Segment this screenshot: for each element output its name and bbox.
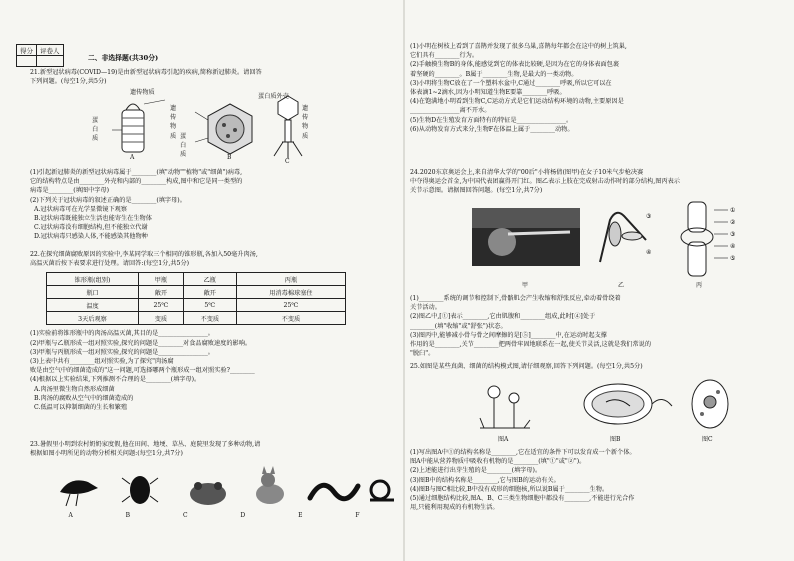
virus-figures: 遗传物质 蛋白质 遗传物质 蛋白质 蛋白质外壳 遗传物质 A B C xyxy=(30,90,398,168)
shooting-arm-knee-diagram xyxy=(410,198,776,280)
question-23: 23.暑假里小明到农村奶奶家度假,他在田间、地埂、草丛、庭院里发现了多种动物,请 根据如图小明所见的动物分析相关问题:(每空1分,共7分) xyxy=(30,441,261,458)
svg-text:③: ③ xyxy=(730,231,736,238)
frog-drawing xyxy=(190,482,226,505)
table-row: 温度 25℃ 5℃ 25℃ xyxy=(47,299,346,312)
table-row: 瓶口 敞开 敞开 用消毒棉球塞住 xyxy=(47,286,346,299)
page-fold xyxy=(403,0,405,561)
svg-text:⑤: ⑤ xyxy=(730,255,736,262)
figure-25: 图A 图B 图C xyxy=(410,374,776,446)
svg-text:④: ④ xyxy=(730,243,736,250)
question-23-continued: (1)小明在树枝上看到了喜鹊并发现了很多乌巢,喜鹊每年都会在这中的树上筑巢, 它们具有________行为。 (2)手触摸生物B的身体,能感觉到它的体表比较硬,是因为在它的身体表面包裹 着坚硬的________。B属于________生物,是最大的一类动物。 (3)小明将生物C放在了一个塑料水盆中,C通过________呼吸,所以它可以在 体表滴1~2滴水,因为小明知道生物E要靠________呼吸。 (4)在饱满地小明看到生物C,C运动方式是它们运动结构环境的动物,主要原因是 ________________离不开水。 (5)生物D在生殖发育方面特有的特征是________________。 (6)从动物发育方式来分,生物F在体温上属于________动物。 xyxy=(410,43,627,133)
question-25-body: (1)写出图A中①的结构名称是________,它在适宜的条件下可以发育成一个新个体。 图A中能从营养物质中吸收有机物的是________(填"①"或"②")。 (2)上述能进行出芽生殖的是________(填字母)。 (3)图B中的结构名称是________,它与图B的运动有关。 (4)图B与图C相比较,B中没有成形的细胞核,所以说B属于________生物。 (5)通过细胞结构比较,图A、B、C三类生物细胞中都没有________,不能进行光合作 用,只能利用现成的有机物生活。 xyxy=(410,449,636,512)
snail-drawing xyxy=(370,481,394,500)
yeast-c xyxy=(692,380,728,428)
virus-b xyxy=(195,104,252,154)
left-column xyxy=(30,0,398,561)
question-24-body: (1)________系统的调节和控制下,骨骼肌会产生收缩和舒张反应,牵动着骨绕着 关节活动。 (2)图乙中,[①]表示________,它由肌腹和________组成,此时[④]处于 ________(填"收缩"或"舒张")状态。 (3)图丙中,能够减小骨与骨之间摩擦的是[⑤]________中,在运动时起支撑 作用的是________,关节________把两骨牢固地联系在一起,使关节灵活,这就是我们常说的 "脱臼"。 xyxy=(410,295,652,358)
beetle-drawing xyxy=(122,476,158,504)
svg-text:①: ① xyxy=(730,207,736,214)
experiment-table: 锥形瓶(组别) 甲瓶 乙瓶 丙瓶 瓶口 敞开 敞开 用消毒棉球塞住 温度 25℃ 5℃ 25℃ 3天后观察 变质 不变质 不变质 xyxy=(46,272,346,325)
fungi-bacteria-diagram xyxy=(410,374,776,434)
svg-text:④: ④ xyxy=(646,249,652,256)
question-21-body: (1)引起新冠肺炎的新型冠状病毒属于________(填"动物""植物"或"细菌")病毒, 它的结构特点是由________外壳和内部的________构成,图中和它是同一类型的 病毒是________(填图中字母) (2)下列关于冠状病毒的叙述正确的是________(填字母)。 A.冠状病毒可在光学显微镜下观察 B.冠状病毒既能独立生活也能寄生在生物体 C.冠状病毒没有细胞结构,但不能独立代谢 D.冠状病毒只感染人体,不能感染其他物种 xyxy=(30,169,243,241)
figure-24: ③ ④ ① ② ③ ④ ⑤ 甲 乙 丙 xyxy=(410,198,776,290)
virus-a xyxy=(112,100,165,152)
knee-bing xyxy=(681,202,736,276)
score-label: 得分 xyxy=(17,45,37,56)
question-25: 25.如图是某些真菌、细菌的结构模式图,请仔细观察,回答下列问题。(每空1分,共5分) xyxy=(410,363,643,370)
mold-a xyxy=(480,386,530,428)
virus-diagram xyxy=(30,90,390,168)
svg-text:③: ③ xyxy=(646,213,652,220)
cat-drawing xyxy=(256,466,284,504)
animal-figures: A B C D E F xyxy=(30,462,398,524)
question-24: 24.2020东京奥运会上,来自清华大学的"00后"小将杨倩(图甲)在女子10米气步枪决赛 中夺得奥运会首金,为中国代表团赢得开门红。图乙表示上肢在完成射击动作时的部分结构,图丙表示 关节示意图。请据图回答问题。(每空1分,共7分) xyxy=(410,169,680,195)
arm-yi xyxy=(600,213,651,262)
earthworm-drawing xyxy=(310,485,358,498)
magpie-drawing xyxy=(60,480,98,506)
photo-jia xyxy=(472,208,580,266)
virus-c xyxy=(274,96,302,158)
table-row: 3天后观察 变质 不变质 不变质 xyxy=(47,312,346,325)
right-column xyxy=(410,0,776,561)
question-22: 22.在探究细菌腐败原因的实验中,李某同学取三个相同的锥形瓶,各加入50毫升肉汤, 高温灭菌后按下表要求进行处理。请回答:(每空1分,共5分) 锥形瓶(组别) 甲瓶 乙瓶 丙瓶 瓶口 敞开 敞开 用消毒棉球塞住 温度 25℃ 5℃ 25℃ 3天后观察 变质 不变质 不变质 (1)实验前将锥形瓶中的肉汤高温灭菌,其目的是________________。 (2)甲瓶与乙瓶形成一组对照实验,探究的问题是________对食品腐败速度的影响。 (3)甲瓶与丙瓶形成一组对照实验,探究的问题是________________。 (3)上表中共有________组对照实验,为了探究"肉汤腐 败是由空气中的细菌造成的"这一问题,可选择哪两个瓶形成一组对照实验?________ (4)根据以上实验结果,下列推测不合理的是________(填字母)。 A.肉汤里微生物自然形成细菌 B.肉汤的腐败从空气中的细菌造成的 C.低温可以抑制细菌的生长和繁殖 xyxy=(30,250,398,412)
question-21: 21.新型冠状病毒(COVID—19)是由新型冠状病毒引起的疾病,简称新冠肺炎。请回答 下列问题。(每空1分,共5分) xyxy=(30,69,262,86)
bacterium-b xyxy=(584,384,672,424)
svg-text:②: ② xyxy=(730,219,736,226)
grader-label: 评卷人 xyxy=(37,45,64,56)
animal-drawings xyxy=(30,462,398,512)
section-title: 二、非选择题(共30分) xyxy=(88,54,159,62)
